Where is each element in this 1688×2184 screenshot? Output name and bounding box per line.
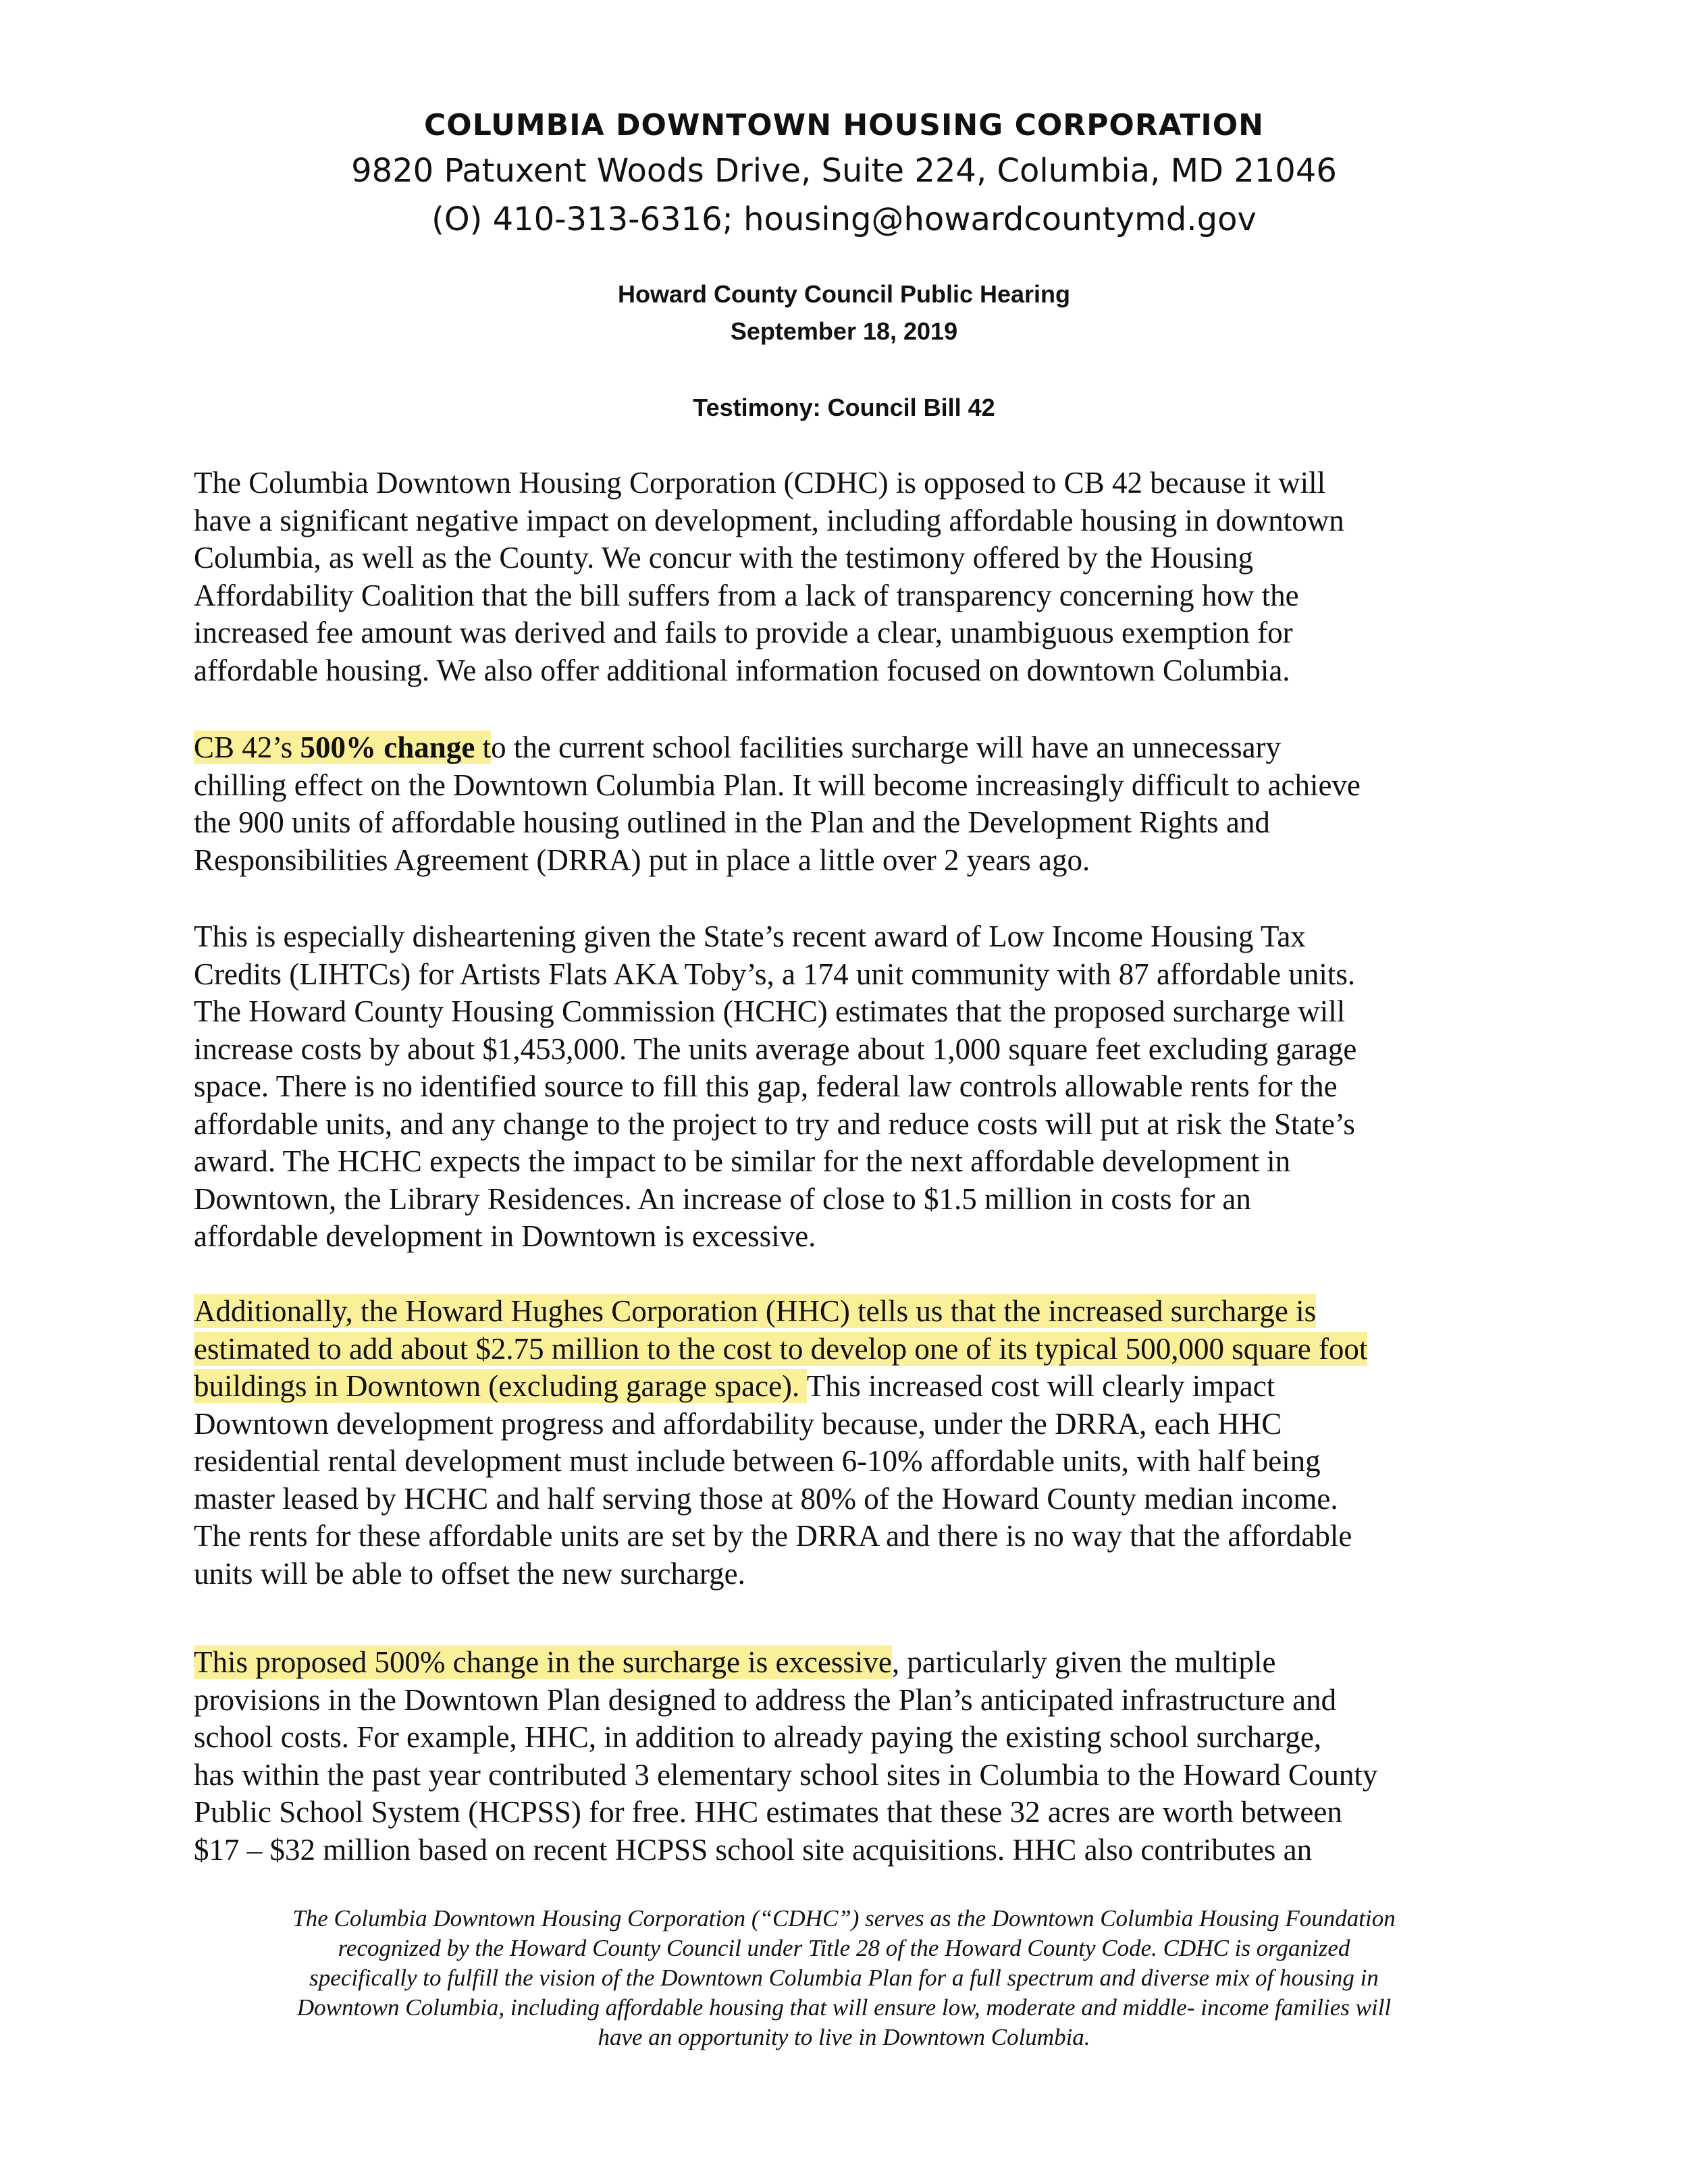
footer-line: The Columbia Downtown Housing Corporation (“CDHC”) serves as the Downtown Columbia Housing Foundation xyxy=(292,1905,1396,1932)
text-line xyxy=(194,1368,1517,1406)
text-line: $17 – $32 million based on recent HCPSS school site acquisitions. HHC also contributes an xyxy=(194,1832,1313,1867)
paragraph-4 xyxy=(194,1293,1517,1593)
text-line: residential rental development must include between 6-10% affordable units, with half being xyxy=(194,1444,1321,1478)
text-line: affordable development in Downtown is excessive. xyxy=(194,1219,816,1253)
text-line: affordable housing. We also offer additional information focused on downtown Columbia. xyxy=(194,653,1290,687)
text-line: Downtown, the Library Residences. An increase of close to $1.5 million in costs for an xyxy=(194,1181,1251,1216)
highlighted-text: buildings in Downtown (excluding garage space). xyxy=(194,1369,807,1403)
text-line: school costs. For example, HHC, in addition to already paying the existing school surcharge, xyxy=(194,1720,1322,1754)
footer-line: specifically to fulfill the vision of the Downtown Columbia Plan for a full spectrum and diverse mix of housing in xyxy=(309,1965,1379,1991)
text-part: o the current school facilities surcharge will have an unnecessary xyxy=(491,730,1282,764)
text-line: provisions in the Downtown Plan designed to address the Plan’s anticipated infrastructure and xyxy=(194,1682,1337,1717)
text-part: This increased cost will clearly impact xyxy=(806,1369,1275,1403)
text-line xyxy=(194,1293,1517,1331)
paragraph-2 xyxy=(194,729,1517,879)
text-line xyxy=(194,1331,1517,1368)
text-line: Downtown development progress and affordability because, under the DRRA, each HHC xyxy=(194,1406,1282,1441)
text-line: This is especially disheartening given the State’s recent award of Low Income Housing Tax xyxy=(194,920,1306,953)
footer-line: have an opportunity to live in Downtown Columbia. xyxy=(598,2024,1090,2050)
testimony-title: Testimony: Council Bill 42 xyxy=(693,394,995,421)
text-line: Public School System (HCPSS) for free. HHC estimates that these 32 acres are worth between xyxy=(194,1795,1342,1829)
text-line: the 900 units of affordable housing outlined in the Plan and the Development Rights and xyxy=(194,805,1270,839)
text-line: The Howard County Housing Commission (HCHC) estimates that the proposed surcharge will xyxy=(194,994,1346,1028)
organization-address: 9820 Patuxent Woods Drive, Suite 224, Columbia, MD 21046 xyxy=(351,152,1337,190)
highlighted-text xyxy=(194,730,491,764)
highlight-part: CB 42’s xyxy=(194,730,300,764)
highlighted-text: estimated to add about $2.75 million to the cost to develop one of its typical 500,000 square foot xyxy=(194,1331,1368,1366)
footer-line: recognized by the Howard County Council under Title 28 of the Howard County Code. CDHC is organized xyxy=(338,1935,1350,1961)
text-line xyxy=(194,1644,1517,1682)
footer-note xyxy=(169,1904,1519,2052)
text-line: The rents for these affordable units are set by the DRRA and there is no way that the affordable xyxy=(194,1519,1352,1553)
text-line: have a significant negative impact on development, including affordable housing in downtown xyxy=(194,503,1344,537)
paragraph-5 xyxy=(194,1644,1517,1869)
paragraph-1 xyxy=(194,464,1517,689)
text-line: affordable units, and any change to the project to try and reduce costs will put at risk the State’s xyxy=(194,1107,1355,1141)
text-line: Responsibilities Agreement (DRRA) put in place a little over 2 years ago. xyxy=(194,843,1090,877)
highlighted-text: This proposed 500% change in the surcharge is excessive xyxy=(194,1645,892,1679)
text-line xyxy=(194,729,1517,767)
highlight-part: t xyxy=(475,730,492,764)
text-line: units will be able to offset the new surcharge. xyxy=(194,1556,745,1591)
hearing-title: Howard County Council Public Hearing xyxy=(617,280,1071,308)
footer-line: Downtown Columbia, including affordable housing that will ensure low, moderate and middle- income families will xyxy=(296,1994,1392,2021)
text-line: increased fee amount was derived and fails to provide a clear, unambiguous exemption for xyxy=(194,616,1293,649)
text-line: Affordability Coalition that the bill suffers from a lack of transparency concerning how the xyxy=(194,578,1299,612)
text-part: , particularly given the multiple xyxy=(891,1645,1276,1679)
text-line: The Columbia Downtown Housing Corporation (CDHC) is opposed to CB 42 because it will xyxy=(194,466,1326,500)
highlighted-text: Additionally, the Howard Hughes Corporation (HHC) tells us that the increased surcharge is xyxy=(194,1294,1317,1328)
text-line: Credits (LIHTCs) for Artists Flats AKA Toby’s, a 174 unit community with 87 affordable units. xyxy=(194,957,1356,991)
paragraph-3 xyxy=(194,918,1517,1256)
text-line: chilling effect on the Downtown Columbia Plan. It will become increasingly difficult to achieve xyxy=(194,768,1361,802)
hearing-date: September 18, 2019 xyxy=(730,317,958,345)
text-line: increase costs by about $1,453,000. The units average about 1,000 square feet excluding garage xyxy=(194,1032,1357,1066)
bold-text: 500% change xyxy=(300,730,475,764)
organization-name: COLUMBIA DOWNTOWN HOUSING CORPORATION xyxy=(424,108,1264,142)
organization-contact: (O) 410-313-6316; housing@howardcountymd.gov xyxy=(431,201,1257,238)
text-line: master leased by HCHC and half serving those at 80% of the Howard County median income. xyxy=(194,1481,1338,1516)
text-line: Columbia, as well as the County. We concur with the testimony offered by the Housing xyxy=(194,541,1254,575)
text-line: award. The HCHC expects the impact to be similar for the next affordable development in xyxy=(194,1144,1291,1178)
text-line: has within the past year contributed 3 elementary school sites in Columbia to the Howard County xyxy=(194,1757,1378,1792)
text-line: space. There is no identified source to fill this gap, federal law controls allowable rents for the xyxy=(194,1069,1338,1103)
